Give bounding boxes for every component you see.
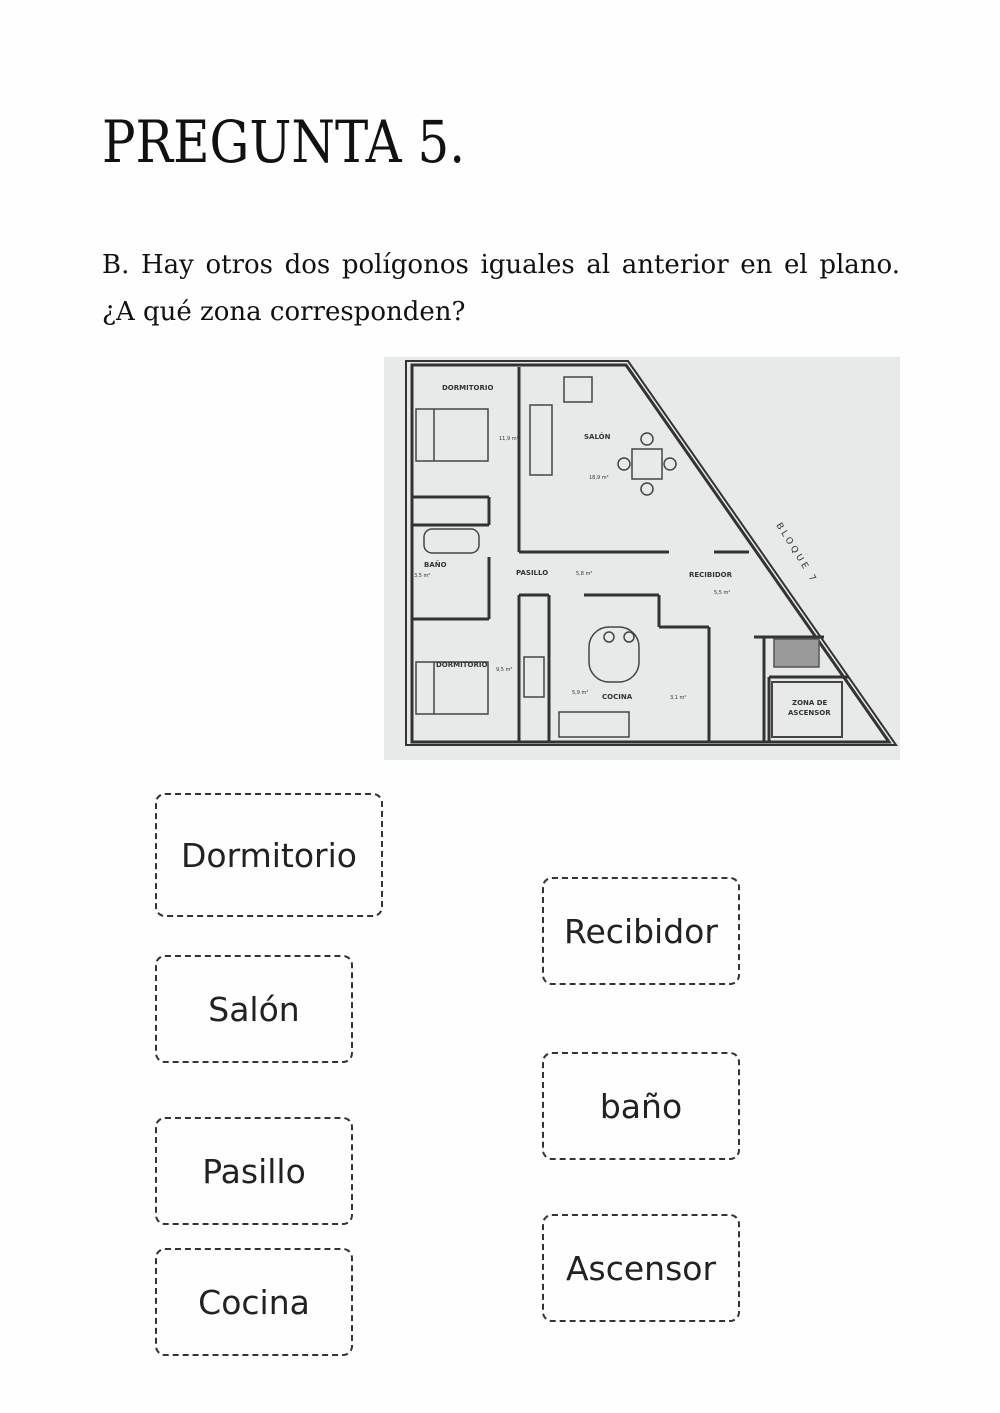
bathtub bbox=[424, 529, 479, 553]
chair bbox=[641, 433, 653, 445]
option-label: Salón bbox=[208, 989, 300, 1029]
page-title: PREGUNTA 5. bbox=[102, 108, 466, 176]
option-card-dormitorio[interactable] bbox=[155, 793, 383, 917]
stove-burner bbox=[624, 632, 634, 642]
room-area: 18,9 m² bbox=[589, 475, 609, 481]
option-card-pasillo[interactable] bbox=[155, 1117, 353, 1225]
room-label: SALÓN bbox=[584, 433, 611, 441]
stove-burner bbox=[604, 632, 614, 642]
room-area: 3,5 m² bbox=[414, 573, 431, 579]
room-label: COCINA bbox=[602, 693, 633, 701]
floor-plan-image bbox=[384, 357, 900, 760]
option-card-bano[interactable] bbox=[542, 1052, 740, 1160]
room-area: 9,5 m² bbox=[496, 667, 513, 673]
option-label: Cocina bbox=[198, 1282, 310, 1322]
option-card-recibidor[interactable] bbox=[542, 877, 740, 985]
room-area: 3,1 m² bbox=[670, 695, 687, 701]
option-card-cocina[interactable] bbox=[155, 1248, 353, 1356]
room-label: ZONA DE bbox=[792, 699, 828, 707]
chair bbox=[641, 483, 653, 495]
sofa bbox=[530, 405, 552, 475]
counter bbox=[524, 657, 544, 697]
room-label: RECIBIDOR bbox=[689, 571, 733, 579]
chair bbox=[664, 458, 676, 470]
floor-plan-drawing bbox=[384, 357, 900, 760]
room-label: ASCENSOR bbox=[788, 709, 831, 717]
stair-hatch bbox=[774, 639, 819, 667]
option-card-salon[interactable] bbox=[155, 955, 353, 1063]
counter bbox=[559, 712, 629, 737]
bed-top bbox=[416, 409, 488, 461]
bed-bottom bbox=[416, 662, 488, 714]
room-area: 5,5 m² bbox=[714, 590, 731, 596]
option-label: baño bbox=[599, 1086, 683, 1126]
room-label: BAÑO bbox=[424, 561, 447, 569]
room-label: DORMITORIO bbox=[436, 661, 488, 669]
room-label: PASILLO bbox=[516, 569, 549, 577]
armchair bbox=[564, 377, 592, 402]
option-label: Recibidor bbox=[564, 911, 718, 951]
chair bbox=[618, 458, 630, 470]
option-label: Ascensor bbox=[565, 1248, 717, 1288]
room-area: 11,9 m² bbox=[499, 436, 519, 442]
room-label: DORMITORIO bbox=[442, 384, 494, 392]
option-label: Pasillo bbox=[202, 1151, 306, 1191]
room-area: 5,8 m² bbox=[576, 571, 593, 577]
option-label: Dormitorio bbox=[181, 835, 357, 875]
block-label: BLOQUE 7 bbox=[773, 521, 819, 586]
option-card-ascensor[interactable] bbox=[542, 1214, 740, 1322]
dining-table bbox=[632, 449, 662, 479]
question-text: B. Hay otros dos polígonos iguales al anterior en el plano. ¿A qué zona corresponden? bbox=[102, 250, 900, 327]
room-area: 5,9 m² bbox=[572, 690, 589, 696]
